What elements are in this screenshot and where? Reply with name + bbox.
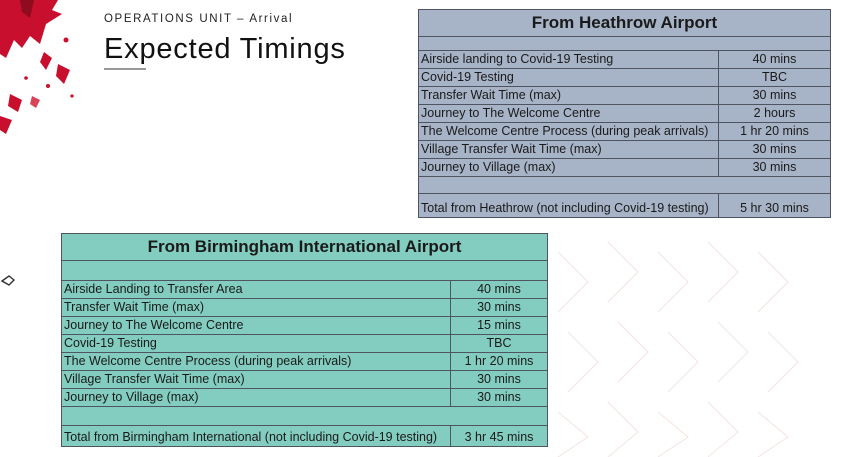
heathrow-table-heading: From Heathrow Airport — [419, 10, 831, 37]
row-label: Journey to The Welcome Centre — [419, 105, 719, 123]
row-label: Covid-19 Testing — [419, 69, 719, 87]
row-value: TBC — [719, 69, 831, 87]
row-label: Journey to Village (max) — [62, 389, 451, 407]
table-spacer-row — [419, 37, 831, 51]
row-value: 30 mins — [719, 87, 831, 105]
table-row — [419, 123, 831, 141]
table-spacer-row — [62, 407, 548, 426]
table-row — [62, 353, 548, 371]
total-label: Total from Heathrow (not including Covid-19 testing) — [419, 194, 719, 218]
row-value: 30 mins — [451, 299, 548, 317]
title-underline — [104, 68, 146, 70]
table-row — [419, 159, 831, 177]
row-value: 1 hr 20 mins — [451, 353, 548, 371]
table-row — [62, 371, 548, 389]
pattern-fragment-decoration — [0, 272, 18, 290]
total-label: Total from Birmingham International (not including Covid-19 testing) — [62, 426, 451, 447]
section-kicker: OPERATIONS UNIT – Arrival — [104, 13, 294, 25]
table-row — [62, 389, 548, 407]
heathrow-timings-table — [418, 9, 831, 218]
row-label: Airside landing to Covid-19 Testing — [419, 51, 719, 69]
total-value: 5 hr 30 mins — [719, 194, 831, 218]
table-row — [419, 69, 831, 87]
row-label: Covid-19 Testing — [62, 335, 451, 353]
birmingham-table-heading: From Birmingham International Airport — [62, 234, 548, 261]
birmingham-timings-table — [61, 233, 548, 447]
table-spacer-row — [62, 261, 548, 281]
row-label: Village Transfer Wait Time (max) — [62, 371, 451, 389]
row-label: Village Transfer Wait Time (max) — [419, 141, 719, 159]
row-value: 1 hr 20 mins — [719, 123, 831, 141]
table-row — [419, 51, 831, 69]
table-row — [62, 281, 548, 299]
table-total-row — [62, 426, 548, 447]
table-row — [419, 105, 831, 123]
row-label: The Welcome Centre Process (during peak arrivals) — [62, 353, 451, 371]
row-value: 30 mins — [719, 159, 831, 177]
red-splash-decoration — [0, 0, 80, 140]
row-value: 30 mins — [451, 389, 548, 407]
row-value: 15 mins — [451, 317, 548, 335]
row-label: Transfer Wait Time (max) — [419, 87, 719, 105]
table-total-row — [419, 194, 831, 218]
table-row — [62, 335, 548, 353]
row-label: Transfer Wait Time (max) — [62, 299, 451, 317]
total-value: 3 hr 45 mins — [451, 426, 548, 447]
row-label: Airside Landing to Transfer Area — [62, 281, 451, 299]
table-row — [419, 141, 831, 159]
table-spacer-row — [419, 177, 831, 194]
page-title: Expected Timings — [104, 33, 346, 65]
row-value: 2 hours — [719, 105, 831, 123]
table-row — [62, 299, 548, 317]
background-pattern-decoration — [548, 232, 850, 457]
row-value: 40 mins — [719, 51, 831, 69]
table-row — [62, 317, 548, 335]
row-value: 30 mins — [451, 371, 548, 389]
row-label: Journey to The Welcome Centre — [62, 317, 451, 335]
row-label: The Welcome Centre Process (during peak arrivals) — [419, 123, 719, 141]
row-label: Journey to Village (max) — [419, 159, 719, 177]
row-value: 30 mins — [719, 141, 831, 159]
row-value: TBC — [451, 335, 548, 353]
row-value: 40 mins — [451, 281, 548, 299]
table-row — [419, 87, 831, 105]
